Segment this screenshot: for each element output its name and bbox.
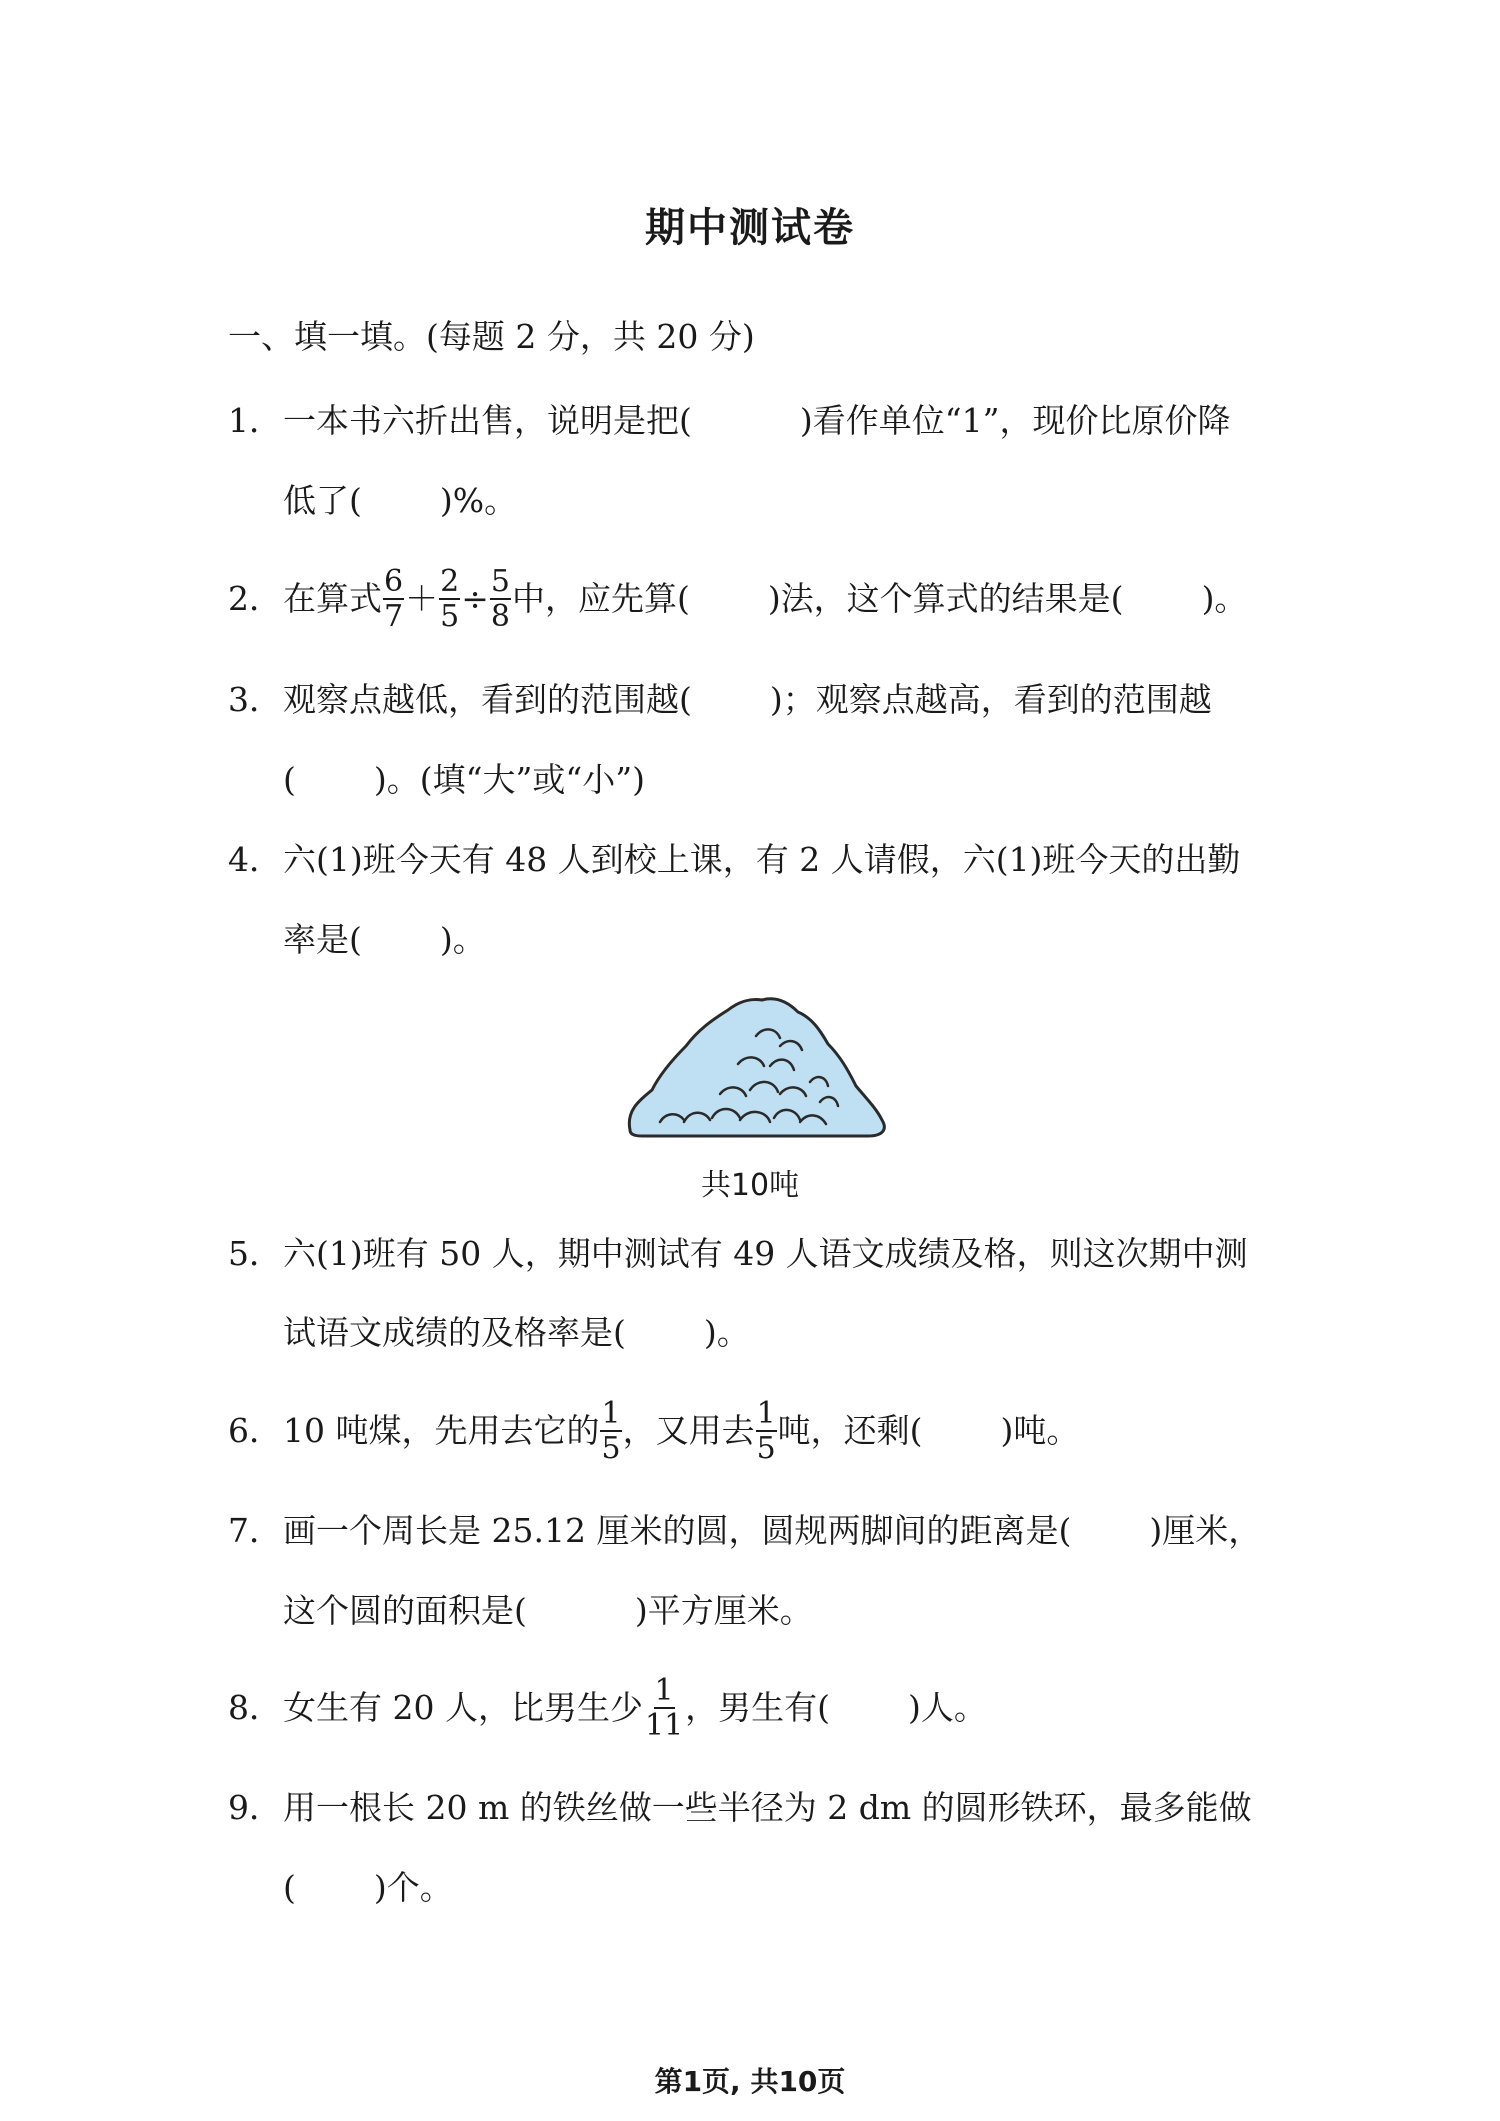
page-footer: 第1页, 共10页 xyxy=(654,2065,846,2098)
question-9-line-2 xyxy=(283,1868,453,1907)
fraction: $\frac{1}{5}$ xyxy=(756,1395,776,1466)
question-text: 在算式 xyxy=(283,579,382,618)
question-text: 观察点越低，看到的范围越( xyxy=(283,680,692,719)
question-text: )法，这个算式的结果是( xyxy=(767,579,1124,618)
question-3-line-2 xyxy=(283,760,645,799)
plus-sign: ＋ xyxy=(405,579,439,618)
question-text: 中，应先算( xyxy=(511,579,690,618)
question-3-line-1 xyxy=(283,680,1212,719)
fraction: $\frac{1}{5}$ xyxy=(601,1395,621,1466)
divide-sign: ÷ xyxy=(461,579,489,618)
question-1-line-2 xyxy=(283,481,518,520)
question-number: 3． xyxy=(228,680,282,719)
section-heading: 一、填一填。(每题 2 分，共 20 分) xyxy=(228,317,755,356)
question-5-line-2 xyxy=(283,1313,750,1352)
question-text: 这个圆的面积是( xyxy=(283,1591,527,1630)
question-number: 4． xyxy=(228,840,282,879)
question-number: 5． xyxy=(228,1234,282,1273)
question-text: )。 xyxy=(1201,579,1248,618)
question-text: 低了( xyxy=(283,481,362,520)
question-text: 画一个周长是 25.12 厘米的圆，圆规两脚间的距离是( xyxy=(283,1511,1072,1550)
fraction: $\frac{1}{11}$ xyxy=(644,1672,684,1743)
question-text: 女生有 20 人，比男生少 xyxy=(283,1688,643,1727)
question-8-line-1 xyxy=(283,1672,987,1744)
fraction: $\frac{5}{8}$ xyxy=(490,563,510,634)
question-6-line-1 xyxy=(283,1395,1080,1467)
question-text: 吨，还剩( xyxy=(777,1411,923,1450)
page-title: 期中测试卷 xyxy=(645,205,855,251)
question-4-line-2 xyxy=(283,920,486,959)
question-number: 1． xyxy=(228,401,282,440)
question-text: 试语文成绩的及格率是( xyxy=(283,1313,626,1352)
question-7-line-2 xyxy=(283,1591,813,1630)
question-number: 6． xyxy=(228,1411,282,1450)
question-text: )。(填“大”或“小”) xyxy=(373,760,645,799)
question-number: 7． xyxy=(228,1511,282,1550)
question-number: 8． xyxy=(228,1688,282,1727)
question-7-line-1 xyxy=(283,1511,1262,1550)
question-text: )%。 xyxy=(439,481,518,520)
question-text: )个。 xyxy=(373,1868,453,1907)
question-text: )平方厘米。 xyxy=(634,1591,813,1630)
pile-caption: 共10吨 xyxy=(700,1168,800,1203)
question-text: )。 xyxy=(703,1313,750,1352)
question-text: )；观察点越高，看到的范围越 xyxy=(769,680,1212,719)
question-2-line-1 xyxy=(283,563,1248,635)
question-text: 一本书六折出售，说明是把( xyxy=(283,401,692,440)
question-9-line-1: 用一根长 20 m 的铁丝做一些半径为 2 dm 的圆形铁环，最多能做 xyxy=(283,1788,1252,1827)
coal-pile-illustration xyxy=(620,990,890,1150)
question-4-line-1: 六(1)班今天有 48 人到校上课，有 2 人请假，六(1)班今天的出勤 xyxy=(283,840,1241,879)
question-text: )人。 xyxy=(908,1688,987,1727)
question-text: ( xyxy=(283,760,296,799)
question-text: ，又用去 xyxy=(622,1411,755,1450)
question-text: )看作单位“1”，现价比原价降 xyxy=(799,401,1231,440)
question-text: 率是( xyxy=(283,920,362,959)
question-number: 2． xyxy=(228,579,282,618)
fraction: $\frac{2}{5}$ xyxy=(440,563,460,634)
question-text: ( xyxy=(283,1868,296,1907)
question-text: 10 吨煤，先用去它的 xyxy=(283,1411,600,1450)
question-text: )厘米， xyxy=(1149,1511,1262,1550)
question-number: 9． xyxy=(228,1788,282,1827)
question-text: )。 xyxy=(439,920,486,959)
fraction: $\frac{6}{7}$ xyxy=(384,563,404,634)
question-text: )吨。 xyxy=(1000,1411,1080,1450)
question-text: ，男生有( xyxy=(685,1688,831,1727)
question-1-line-1 xyxy=(283,401,1231,440)
question-5-line-1: 六(1)班有 50 人，期中测试有 49 人语文成绩及格，则这次期中测 xyxy=(283,1234,1248,1273)
